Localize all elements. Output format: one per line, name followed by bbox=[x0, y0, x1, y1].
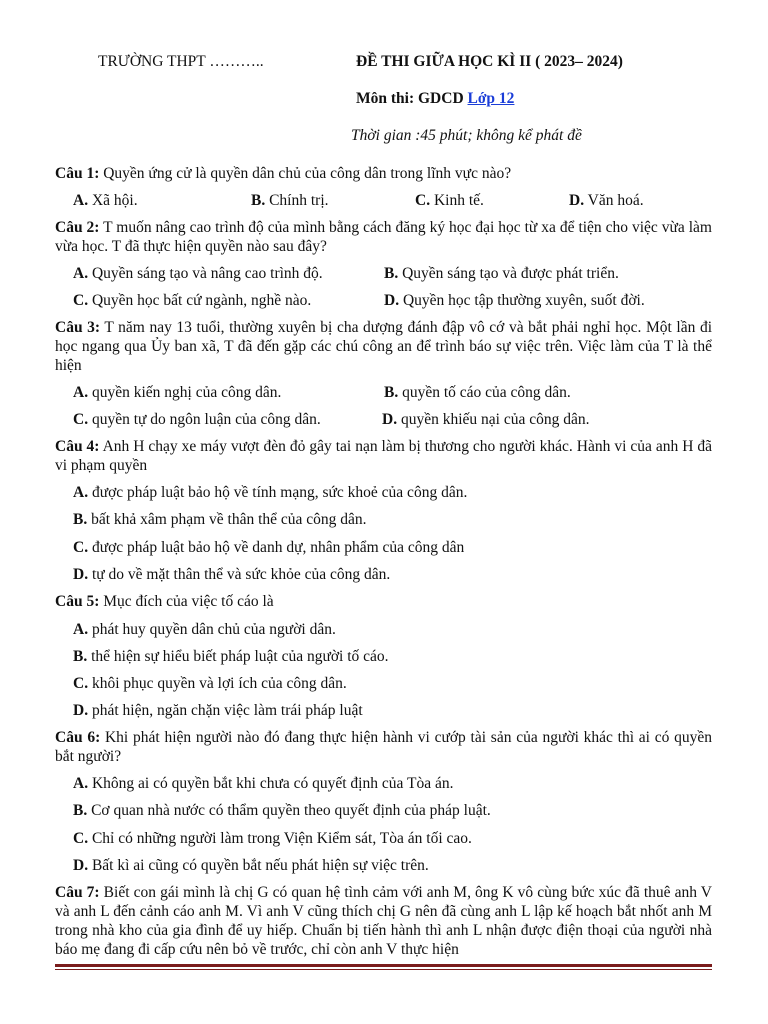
question-label: Câu 1: bbox=[55, 165, 100, 182]
option-4a[interactable]: A. được pháp luật bảo hộ về tính mạng, sức khoẻ của công dân. bbox=[73, 484, 468, 501]
option-3d[interactable]: D. quyền khiếu nại của công dân. bbox=[382, 411, 590, 428]
option-5c[interactable]: C. khôi phục quyền và lợi ích của công dân. bbox=[73, 675, 347, 692]
question-text: Khi phát hiện người nào đó đang thực hiện hành vi cướp tài sản của người khác thì ai có quyền bắt người? bbox=[55, 729, 712, 765]
school-name: TRƯỜNG THPT ……….. bbox=[98, 53, 264, 70]
option-1d[interactable]: D. Văn hoá. bbox=[569, 192, 644, 209]
question-label: Câu 7: bbox=[55, 884, 100, 901]
question-text: Mục đích của việc tố cáo là bbox=[99, 593, 274, 610]
exam-title: ĐỀ THI GIỮA HỌC KÌ II ( 2023– 2024) bbox=[356, 53, 623, 70]
option-6c[interactable]: C. Chỉ có những người làm trong Viện Kiểm sát, Tòa án tối cao. bbox=[73, 830, 472, 847]
option-2d[interactable]: D. Quyền học tập thường xuyên, suốt đời. bbox=[384, 292, 645, 309]
option-5a[interactable]: A. phát huy quyền dân chủ của người dân. bbox=[73, 621, 336, 638]
subject-prefix: Môn thi: GDCD bbox=[356, 90, 468, 107]
option-1a[interactable]: A. Xã hội. bbox=[73, 192, 138, 209]
question-text: Biết con gái mình là chị G có quan hệ tình cảm với anh M, ông K vô cùng bức xúc đã thuê anh V và anh L đến cảnh cáo anh M. Vì anh V cũng thích chị G nên đã cùng anh L lập kế hoạch bắt nhốt anh M trong nhà kho của gia đình để uy hiếp. Chuẩn bị tiến hành thì anh L nhận được điện thoại của người nhà báo mẹ đang đi cấp cứu nên bỏ về trước, chỉ còn anh V thực hiện bbox=[55, 884, 712, 958]
question-7 bbox=[55, 883, 712, 959]
question-text: T muốn nâng cao trình độ của mình bằng cách đăng ký học đại học từ xa để tiện cho việc vừa làm vừa học. T đã thực hiện quyền nào sau đây? bbox=[55, 219, 712, 255]
footer-divider-thin bbox=[55, 969, 712, 970]
option-1c[interactable]: C. Kinh tế. bbox=[415, 192, 484, 209]
subject-class-link[interactable]: Lớp 12 bbox=[467, 90, 515, 107]
question-4 bbox=[55, 437, 712, 475]
option-6b[interactable]: B. Cơ quan nhà nước có thẩm quyền theo quyết định của pháp luật. bbox=[73, 802, 491, 819]
subject-line bbox=[356, 89, 514, 108]
question-label: Câu 4: bbox=[55, 438, 100, 455]
option-6a[interactable]: A. Không ai có quyền bắt khi chưa có quyết định của Tòa án. bbox=[73, 775, 454, 792]
question-1 bbox=[55, 164, 712, 183]
option-5b[interactable]: B. thể hiện sự hiểu biết pháp luật của người tố cáo. bbox=[73, 648, 389, 665]
exam-time: Thời gian :45 phút; không kể phát đề bbox=[351, 127, 582, 144]
option-1b[interactable]: B. Chính trị. bbox=[251, 192, 329, 209]
option-2a[interactable]: A. Quyền sáng tạo và nâng cao trình độ. bbox=[73, 265, 323, 282]
option-2b[interactable]: B. Quyền sáng tạo và được phát triển. bbox=[384, 265, 619, 282]
question-text: T năm nay 13 tuổi, thường xuyên bị cha dượng đánh đập vô cớ và bắt phải nghỉ học. Một lần đi học ngang qua Ủy ban xã, T đã đến gặp các chú công an để trình báo sự việc trên. Việc làm của T là thể hiện bbox=[55, 319, 712, 374]
option-6d[interactable]: D. Bất kì ai cũng có quyền bắt nếu phát hiện sự việc trên. bbox=[73, 857, 429, 874]
question-2 bbox=[55, 218, 712, 256]
question-label: Câu 3: bbox=[55, 319, 101, 336]
question-text: Quyền ứng cử là quyền dân chủ của công dân trong lĩnh vực nào? bbox=[99, 165, 512, 182]
question-text: Anh H chạy xe máy vượt đèn đỏ gây tai nạn làm bị thương cho người khác. Hành vi của anh H đã vi phạm quyền bbox=[55, 438, 712, 474]
question-3 bbox=[55, 318, 712, 375]
option-3c[interactable]: C. quyền tự do ngôn luận của công dân. bbox=[73, 411, 321, 428]
option-2c[interactable]: C. Quyền học bất cứ ngành, nghề nào. bbox=[73, 292, 312, 309]
option-3b[interactable]: B. quyền tố cáo của công dân. bbox=[384, 384, 571, 401]
question-label: Câu 5: bbox=[55, 593, 100, 610]
question-5 bbox=[55, 592, 712, 611]
option-5d[interactable]: D. phát hiện, ngăn chặn việc làm trái pháp luật bbox=[73, 702, 363, 719]
option-4c[interactable]: C. được pháp luật bảo hộ về danh dự, nhân phẩm của công dân bbox=[73, 539, 465, 556]
option-4b[interactable]: B. bất khả xâm phạm về thân thể của công dân. bbox=[73, 511, 367, 528]
footer-divider bbox=[55, 964, 712, 967]
option-4d[interactable]: D. tự do về mặt thân thể và sức khỏe của công dân. bbox=[73, 566, 391, 583]
question-6 bbox=[55, 728, 712, 766]
question-label: Câu 6: bbox=[55, 729, 101, 746]
question-label: Câu 2: bbox=[55, 219, 100, 236]
option-3a[interactable]: A. quyền kiến nghị của công dân. bbox=[73, 384, 282, 401]
